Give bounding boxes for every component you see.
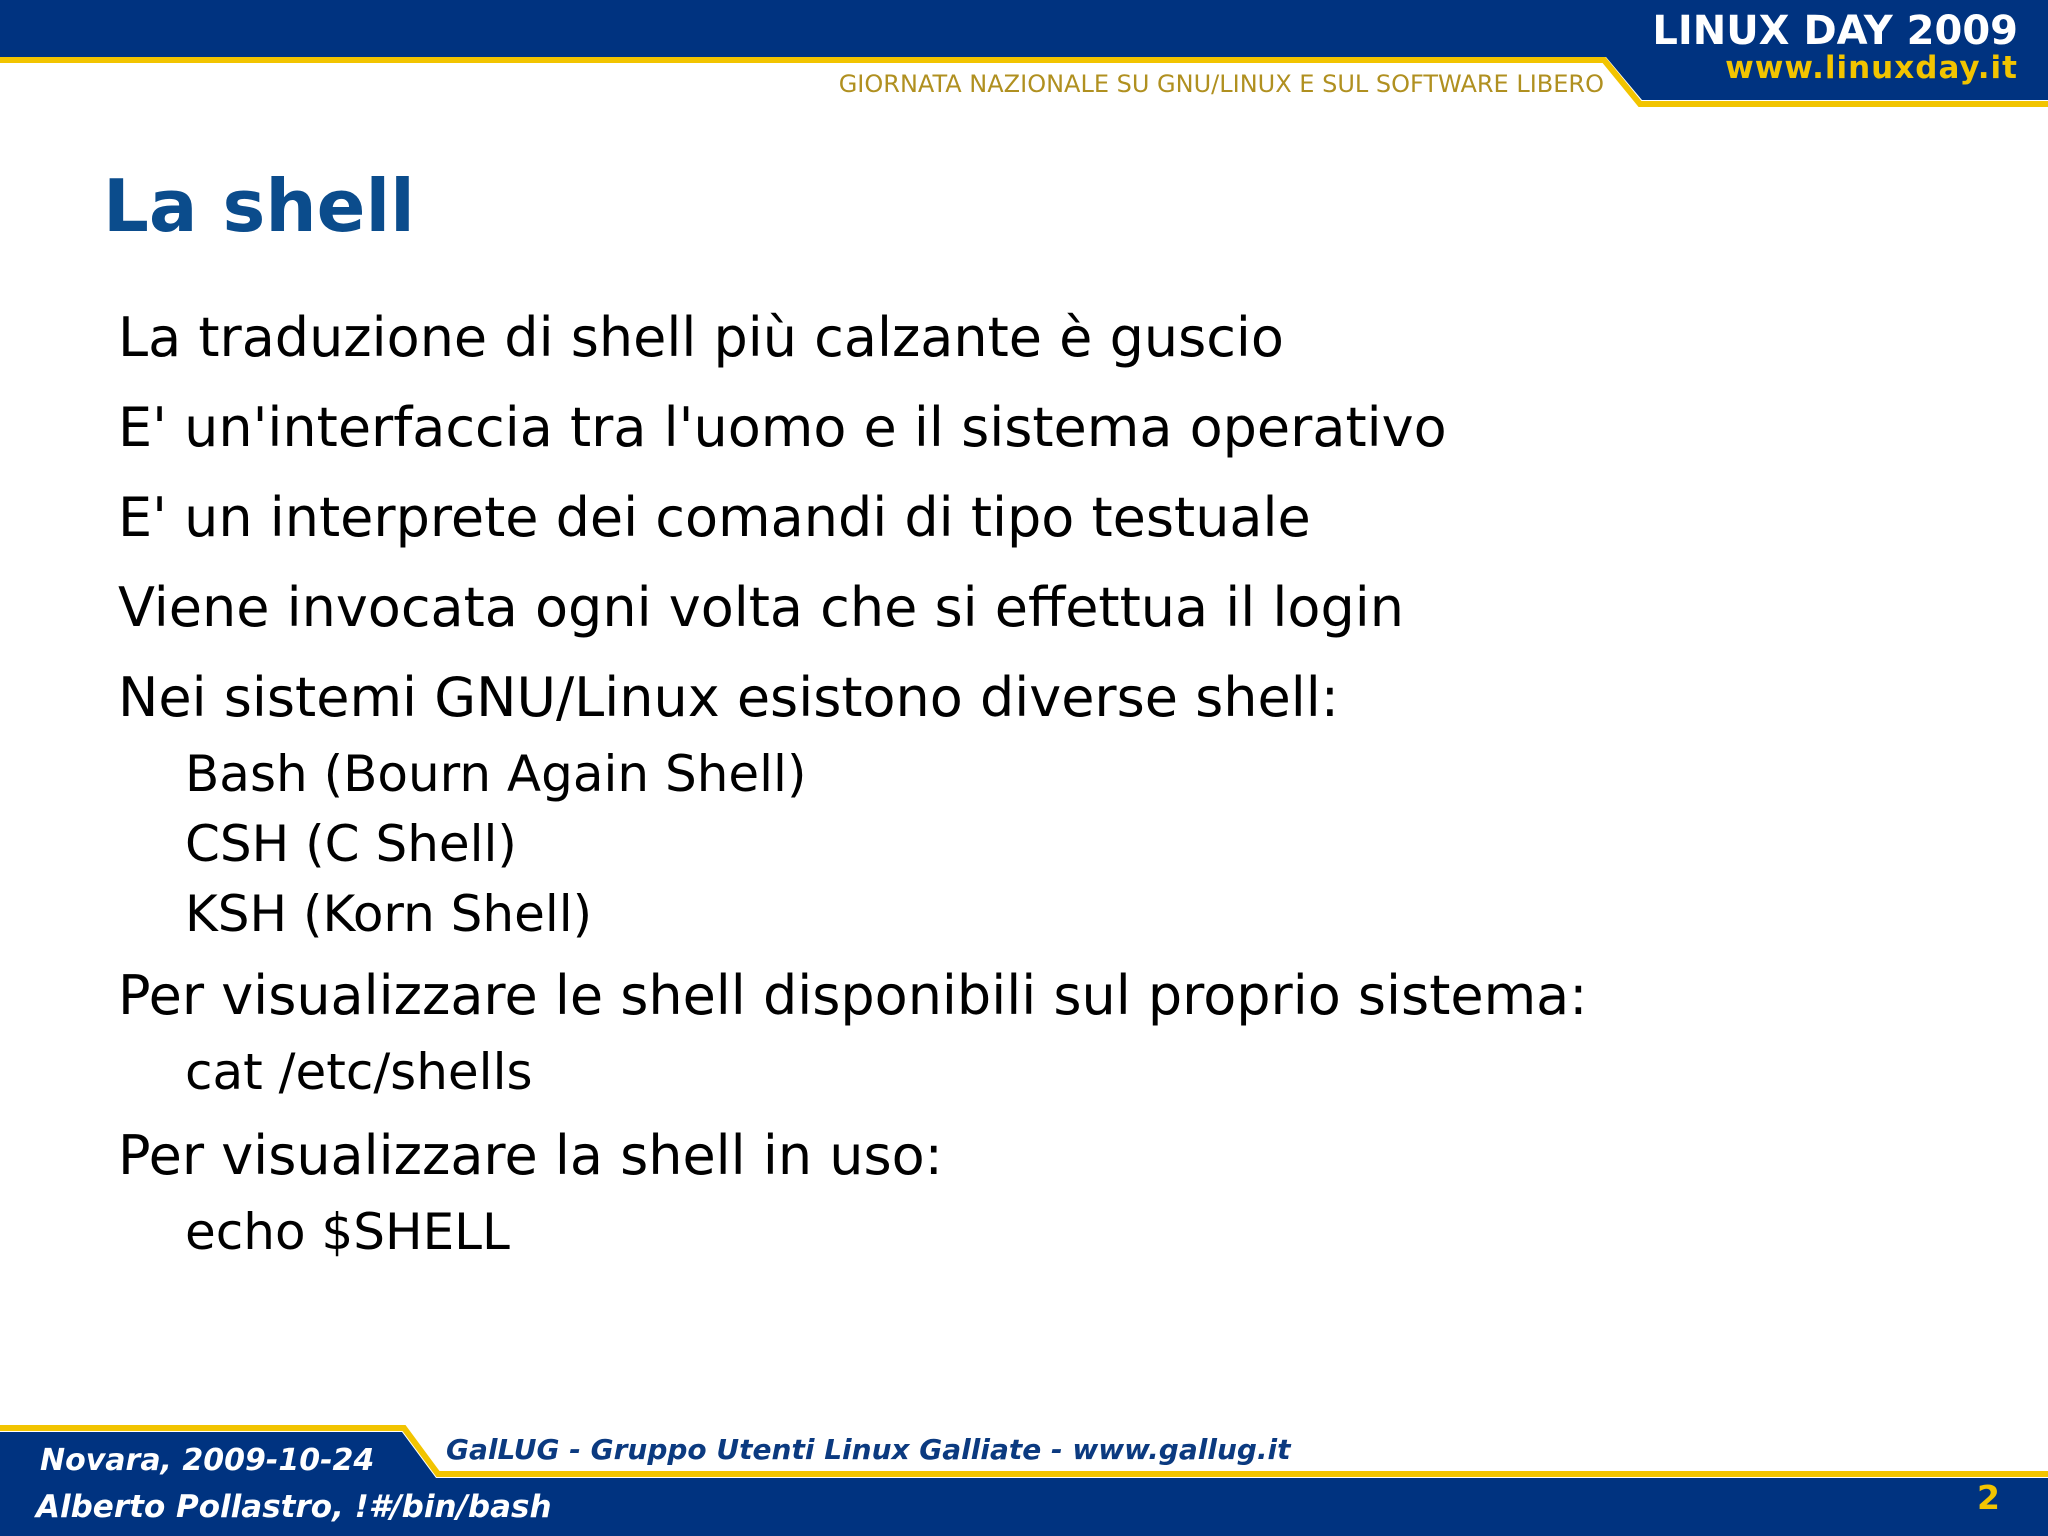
shell-item-ksh: KSH (Korn Shell) <box>185 885 593 943</box>
footer-place-date: Novara, 2009-10-24 <box>40 1443 375 1478</box>
command-cat-shells: cat /etc/shells <box>185 1043 533 1101</box>
bullet-interface: E' un'interfaccia tra l'uomo e il sistema operativo <box>118 396 1447 459</box>
event-title: LINUX DAY 2009 <box>1652 8 2018 54</box>
page-number: 2 <box>1977 1478 2000 1517</box>
slide-title: La shell <box>103 164 415 248</box>
command-echo-shell: echo $SHELL <box>185 1203 510 1261</box>
bullet-translation: La traduzione di shell più calzante è guscio <box>118 306 1284 369</box>
header-subtitle: GIORNATA NAZIONALE SU GNU/LINUX E SUL SOFTWARE LIBERO <box>838 70 1604 98</box>
event-url[interactable]: www.linuxday.it <box>1725 50 2018 86</box>
bullet-interpreter: E' un interprete dei comandi di tipo testuale <box>118 486 1311 549</box>
footer-organization[interactable]: GalLUG - Gruppo Utenti Linux Galliate - www.gallug.it <box>446 1433 1291 1466</box>
footer-author: Alberto Pollastro, !#/bin/bash <box>36 1489 552 1525</box>
shell-item-csh: CSH (C Shell) <box>185 815 517 873</box>
bullet-available-shells: Per visualizzare le shell disponibili sul proprio sistema: <box>118 964 1588 1027</box>
bullet-current-shell: Per visualizzare la shell in uso: <box>118 1124 943 1187</box>
shell-item-bash: Bash (Bourn Again Shell) <box>185 745 807 803</box>
bullet-shell-list: Nei sistemi GNU/Linux esistono diverse shell: <box>118 666 1339 729</box>
bullet-login: Viene invocata ogni volta che si effettua il login <box>118 576 1404 639</box>
